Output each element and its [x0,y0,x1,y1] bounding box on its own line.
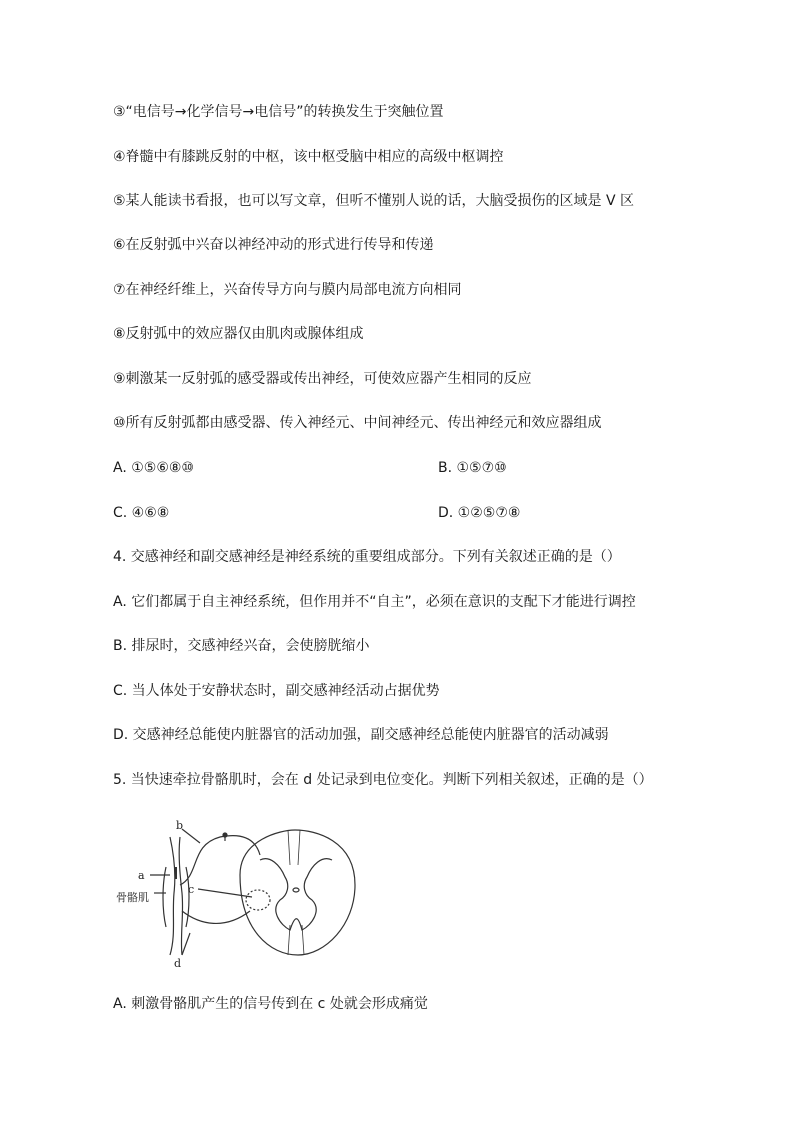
statement-6: ⑥在反射弧中兴奋以神经冲动的形式进行传导和传递 [113,237,434,253]
q3-option-b[interactable]: B. ①⑤⑦⑩ [438,460,507,476]
q3-option-c[interactable]: C. ④⑥⑧ [113,505,170,521]
label-c: c [188,883,195,896]
statement-8: ⑧反射弧中的效应器仅由肌肉或腺体组成 [113,326,364,342]
label-muscle: 骨骼肌 [116,891,149,904]
q5-stem: 5. 当快速牵拉骨骼肌时，会在 d 处记录到电位变化。判断下列相关叙述，正确的是（） [113,772,653,788]
statement-10: ⑩所有反射弧都由感受器、传入神经元、中间神经元、传出神经元和效应器组成 [113,415,602,431]
q4-option-a[interactable]: A. 它们都属于自主神经系统，但作用并不“自主”，必须在意识的支配下才能进行调控 [113,594,636,610]
reflex-arc-diagram [116,815,370,970]
label-d: d [174,957,182,970]
label-b: b [176,819,184,832]
q4-option-c[interactable]: C. 当人体处于安静状态时，副交感神经活动占据优势 [113,683,440,699]
statement-5: ⑤某人能读书看报，也可以写文章，但听不懂别人说的话，大脑受损伤的区域是 V 区 [113,193,635,209]
q4-stem: 4. 交感神经和副交感神经是神经系统的重要组成部分。下列有关叙述正确的是（） [113,549,621,565]
q4-option-d[interactable]: D. 交感神经总能使内脏器官的活动加强，副交感神经总能使内脏器官的活动减弱 [113,727,609,743]
statement-3: ③“电信号→化学信号→电信号”的转换发生于突触位置 [113,104,444,120]
statement-4: ④脊髓中有膝跳反射的中枢，该中枢受脑中相应的高级中枢调控 [113,149,504,165]
statement-7: ⑦在神经纤维上，兴奋传导方向与膜内局部电流方向相同 [113,282,462,298]
q4-option-b[interactable]: B. 排尿时，交感神经兴奋，会使膀胱缩小 [113,638,370,654]
q3-option-d[interactable]: D. ①②⑤⑦⑧ [438,505,521,521]
label-a: a [138,869,145,882]
q5-option-a[interactable]: A. 刺激骨骼肌产生的信号传到在 c 处就会形成痛觉 [113,996,428,1012]
statement-9: ⑨刺激某一反射弧的感受器或传出神经，可使效应器产生相同的反应 [113,371,532,387]
q3-option-a[interactable]: A. ①⑤⑥⑧⑩ [113,460,194,476]
